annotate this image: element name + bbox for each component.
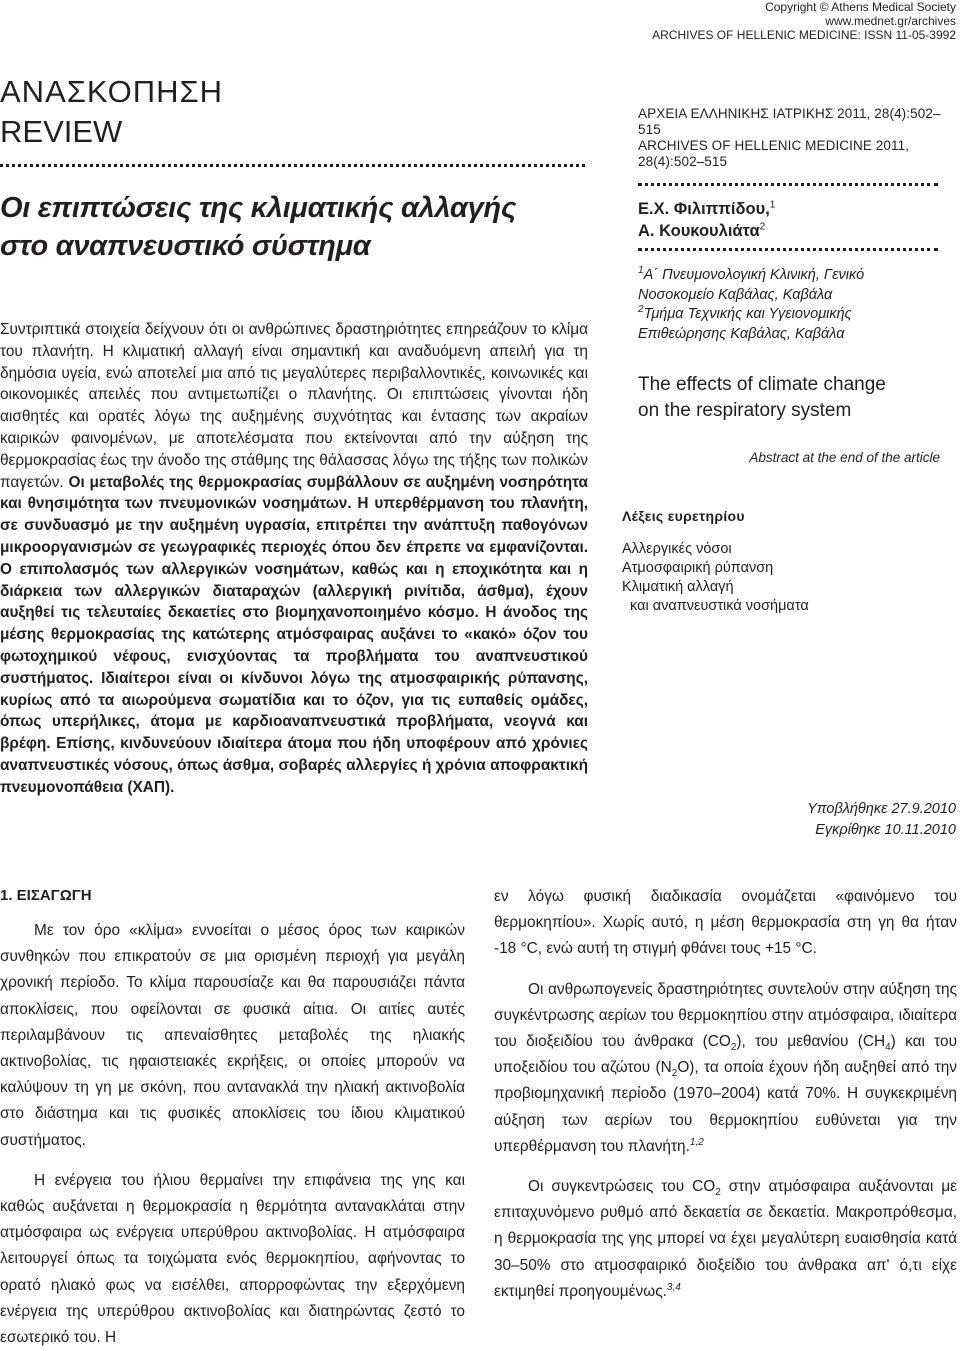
- affiliation-1-line1: $^1$Α΄ Πνευμονολογική Κλινική, Γενικό: [638, 265, 865, 283]
- article-title-line1: Οι επιπτώσεις της κλιματικής αλλαγής: [0, 192, 516, 224]
- section-label-greek: ΑΝΑΣΚΟΠΗΣΗ: [0, 74, 224, 109]
- keyword-item: Αλλεργικές νόσοι: [622, 541, 732, 557]
- affiliations: [638, 266, 958, 344]
- dotted-divider: [0, 164, 585, 167]
- article-title-line2: στο αναπνευστικό σύστημα: [0, 230, 371, 262]
- author-2: Α. Κουκουλιάτα$^2$: [638, 221, 766, 240]
- journal-citation-greek: ΑΡΧΕΙΑ ΕΛΛΗΝΙΚΗΣ ΙΑΤΡΙΚΗΣ 2011, 28(4):502–515: [638, 106, 941, 137]
- journal-url[interactable]: www.mednet.gr/archives: [825, 14, 956, 28]
- english-title-line1: The effects of climate change: [638, 374, 886, 395]
- intro-paragraph-3: εν λόγω φυσική διαδικασία ονομάζεται «φαινόμενο του θερμοκηπίου». Χωρίς αυτό, η μέση θερμοκρασία στη γη θα ήταν -18 °C, ενώ αυτή τη στιγμή φθάνει τους +15 °C.: [494, 888, 957, 958]
- keywords-heading: Λέξεις ευρετηρίου: [622, 508, 745, 524]
- affiliation-2-line1: $^2$Τμήμα Τεχνικής και Υγειονομικής: [638, 304, 852, 322]
- keyword-item: Ατμοσφαιρική ρύπανση: [622, 560, 774, 576]
- intro-paragraph-1: Με τον όρο «κλίμα» εννοείται ο μέσος όρος των καιρικών συνθηκών που επικρατούν σε μια ορισμένη περιοχή για μεγάλη χρονική περίοδο. Το κλίμα παρουσίαζε και θα παρουσιάζει πάντα αποκλίσεις, που οφείλονται σε φυσικά αίτια. Οι αιτίες αυτές περιλαμβάνουν τις απεναίσθητες μεταβολές της ηλιακής ακτινοβολίας, τις ηφαιστειακές εκρήξεις, οι οποίες μπορούν να καλύψουν τη γη με σκόνη, που αντανακλά την ηλιακή ακτινοβολία στο διάστημα και τις φυσικές αποκλίσεις του ίδιου κλιματικού συστήματος.: [0, 922, 465, 1149]
- intro-paragraph-5: Οι συγκεντρώσεις του $CO_2$ στην ατμόσφαιρα αυξάνονται με επιταχυνόμενο ρυθμό από δεκαετία σε δεκαετία. Μακροπρόθεσμα, η θερμοκρασία της γης μπορεί να έχει μεγαλύτερη ευαισθησία κατά 30–50% στο ατμοσφαιρικό διοξείδιο του άνθρακα απ' ό,τι είχε εκτιμηθεί προηγουμένως.$^{3,4}$: [494, 1178, 957, 1300]
- dates-block: [807, 799, 956, 841]
- keyword-item: και αναπνευστικά νοσήματα: [630, 598, 809, 614]
- english-title: [638, 372, 958, 424]
- intro-paragraph-2: Η ενέργεια του ήλιου θερμαίνει την επιφάνεια της γης και καθώς αυξάνεται η θερμοκρασία η θερμότητα αντανακλάται στην ατμόσφαιρα ως ενέργεια υπερύθρου ακτινοβολίας. Η ατμόσφαιρα λειτουργεί όπως τα τοιχώματα ενός θερμοκηπίου, αφήνοντας το ορατό ηλιακό φως να εισέλθει, απορροφώντας την εξερχόμενη ενέργεια της υπερύθρου ακτινοβολίας και διατηρώντας ζεστό το εσωτερικό του. Η: [0, 1171, 465, 1347]
- issn-text: ARCHIVES OF HELLENIC MEDICINE: ISSN 11-05-3992: [652, 28, 956, 42]
- dotted-divider: [638, 248, 938, 251]
- abstract-part2: Οι μεταβολές της θερμοκρασίας συμβάλλουν σε αυξημένη νοσηρότητα και θνησιμότητα των πνευμονικών νοσημάτων. Η υπερθέρμανση του πλανήτη, σε συνδυασμό με την αυξημένη υγρασία, επιτρέπει την ανάπτυξη παθογόνων μικροοργανισμών σε γεωγραφικές περιοχές όπου δεν έπρεπε να εμφανίζονται. Ο επιπολασμός των αλλεργικών νοσημάτων, καθώς και η εποχικότητα και η διάρκεια των αλλεργικών διαταραχών (αλλεργική ρινίτιδα, άσθμα), έχουν αυξηθεί τις τελευταίες δεκαετίες στο βιομηχανοποιημένο κόσμο. Η άνοδος της μέσης θερμοκρασίας της κατώτερης ατμόσφαιρας αυξάνει το «κακό» όζον του φωτοχημικού νέφους, ενισχύοντας τα προβλήματα του αναπνευστικού συστήματος. Ιδιαίτεροι είναι οι κίνδυνοι λόγω της ατμοσφαιρικής ρύπανσης, κυρίως από τα αιωρούμενα σωματίδια και το όζον, για τις ευπαθείς ομάδες, όπως υπερήλικες, άτομα με καρδιοαναπνευστικά προβλήματα, νεογνά και βρέφη. Επίσης, κινδυνεύουν ιδιαίτερα άτομα που ήδη υποφέρουν από χρόνιες αναπνευστικές νόσους, όπως άσθμα, σοβαρές αλλεργίες ή χρόνια αποφρακτική πνευμονοπάθεια (ΧΑΠ).: [0, 473, 588, 796]
- section-label-english: REVIEW: [0, 114, 123, 149]
- dotted-divider: [638, 183, 938, 186]
- keywords-list: [622, 540, 809, 616]
- accepted-date: Εγκρίθηκε 10.11.2010: [815, 822, 956, 838]
- abstract-note: Abstract at the end of the article: [749, 450, 940, 465]
- article-title: [0, 189, 585, 265]
- affiliation-1-line2: Νοσοκομείο Καβάλας, Καβάλα: [638, 286, 833, 303]
- body-column-right: [494, 884, 957, 1319]
- keyword-item: Κλιματική αλλαγή: [622, 579, 734, 595]
- intro-paragraph-4: Οι ανθρωπογενείς δραστηριότητες συντελούν στην αύξηση της συγκέντρωσης αερίων του θερμοκηπίου στην ατμόσφαιρα, ιδιαίτερα του διοξειδίου του άνθρακα $(CO_2)$, του μεθανίου $(CH_4)$ και του υποξειδίου του αζώτου $(N_2O)$, τα οποία έχουν ήδη αυξηθεί από την προβιομηχανική περίοδο (1970–2004) κατά 70%. Η συγκεκριμένη αύξηση των αερίων του θερμοκηπίου ευθύνεται για την υπερθέρμανση του πλανήτη.$^{1,2}$: [494, 980, 957, 1155]
- title-block: [0, 74, 585, 265]
- keywords-block: [622, 508, 809, 616]
- journal-citation-english: ARCHIVES OF HELLENIC MEDICINE 2011, 28(4):502–515: [638, 138, 910, 169]
- author-1: Ε.Χ. Φιλιππίδου,$^1$: [638, 199, 776, 218]
- submitted-date: Υποβλήθηκε 27.9.2010: [807, 801, 956, 817]
- copyright-text: Copyright © Athens Medical Society: [765, 0, 956, 14]
- author-list: [638, 198, 958, 242]
- journal-citation: [638, 106, 958, 170]
- article-meta: [638, 106, 958, 465]
- body-column-left: [0, 884, 465, 1351]
- english-title-line2: on the respiratory system: [638, 400, 852, 421]
- abstract-part1: Συντριπτικά στοιχεία δείχνουν ότι οι ανθρώπινες δραστηριότητες επηρεάζουν το κλίμα του πλανήτη. Η κλιματική αλλαγή είναι σημαντική και αναδυόμενη απειλή για τη δημόσια υγεία, ενώ αποτελεί μια από τις μεγαλύτερες περιβαλλοντικές, κοινωνικές και οικονομικές απειλές που αντιμετωπίζει ο πλανήτης. Οι επιπτώσεις γίνονται ήδη αισθητές και ορατές λόγω της αυξημένης συχνότητας και έντασης των ακραίων καιρικών φαινομένων, με αποτελέσματα που εκτείνονται από την αύξηση της θερμοκρασίας έως την άνοδο της στάθμης της θάλασσας λόγω της τήξης των πολικών παγετών.: [0, 321, 588, 491]
- intro-heading: 1. ΕΙΣΑΓΩΓΗ: [0, 887, 92, 904]
- greek-abstract: [0, 319, 588, 799]
- affiliation-2-line2: Επιθεώρησης Καβάλας, Καβάλα: [638, 325, 845, 342]
- copyright-block: [652, 0, 956, 42]
